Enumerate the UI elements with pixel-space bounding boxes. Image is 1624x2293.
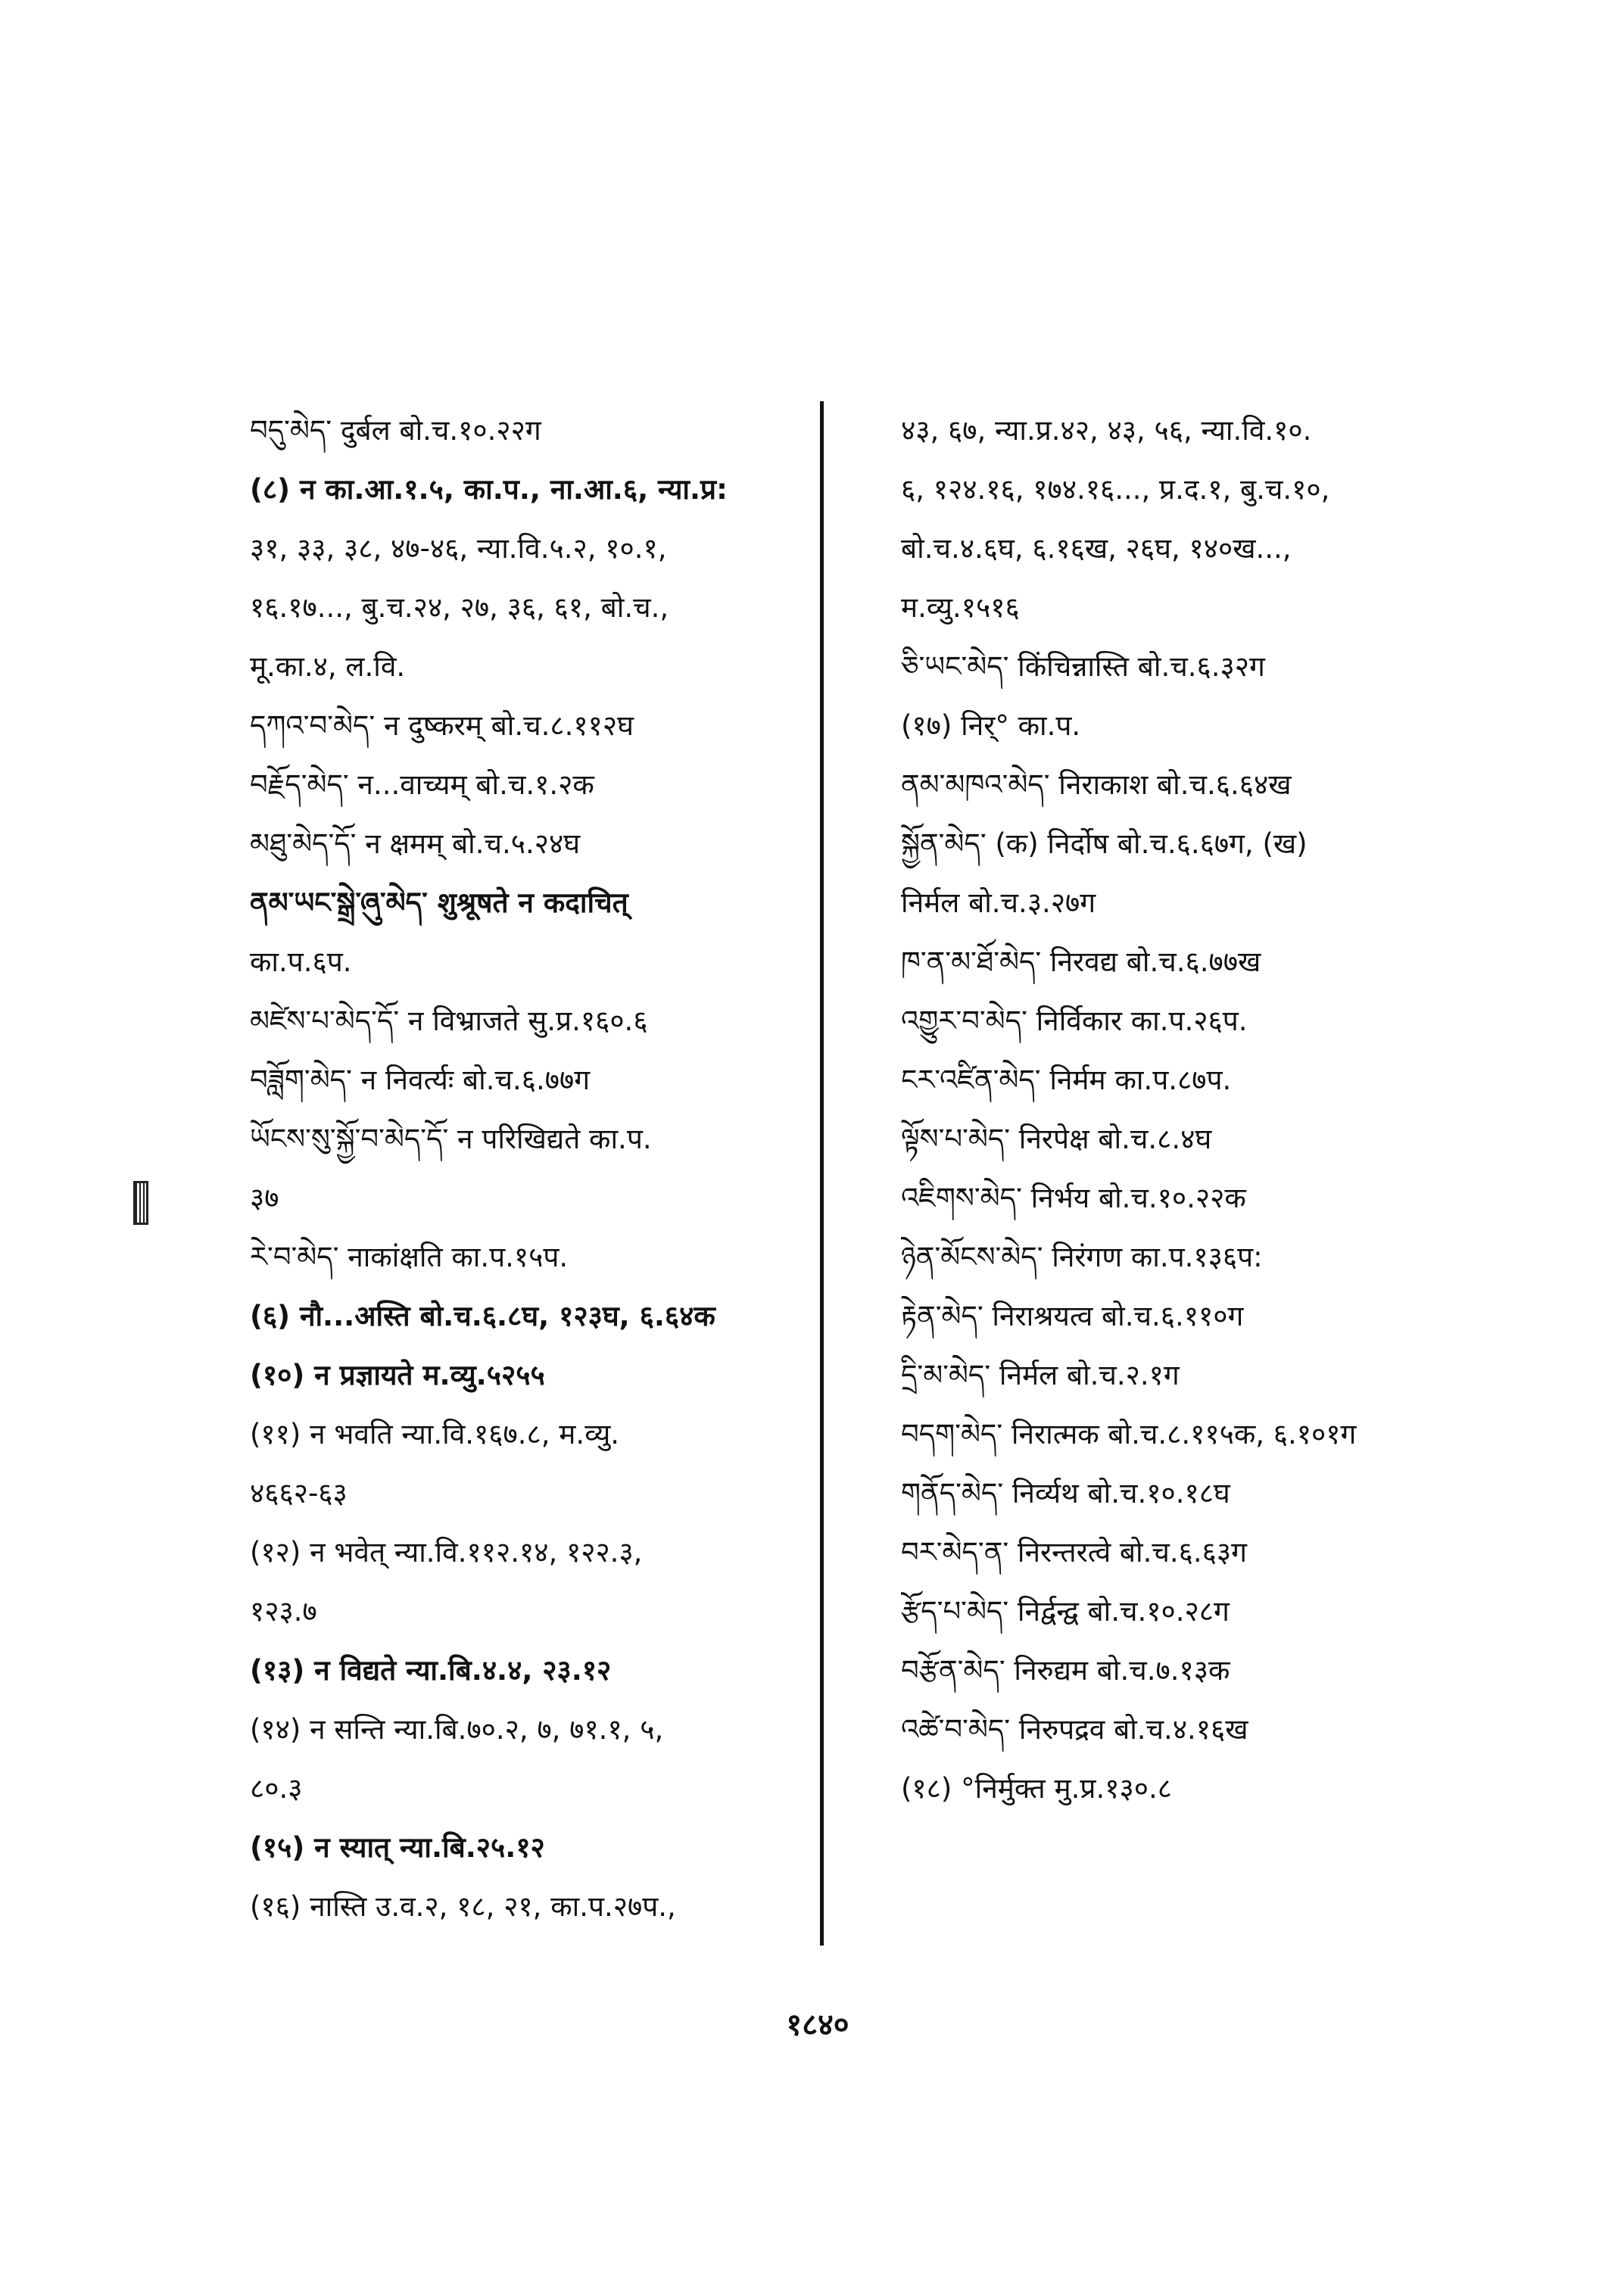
entry-line: ཅི་ཡང་མེད་ किंचिन्नास्ति बो.च.६.३२ग	[901, 650, 1265, 683]
entry-line: མཐུ་མེད་དོ་ न क्षमम् बो.च.५.२४घ	[250, 827, 581, 860]
entry-line: ४३, ६७, न्या.प्र.४२, ४३, ५६, न्या.वि.१०.	[901, 414, 1312, 447]
entry-line: (१२) न भवेत् न्या.वि.११२.१४, १२२.३,	[250, 1536, 643, 1569]
entry-line: སྐྱོན་མེད་ (क) निर्दोष बो.च.६.६७ग, (ख)	[901, 827, 1308, 860]
entry-line: निर्मल बो.च.३.२७ग	[901, 886, 1096, 919]
entry-line: मू.का.४, ल.वि.	[250, 650, 406, 683]
page-number: १८४०	[786, 2008, 849, 2042]
entry-line: ཉེན་མོངས་མེད་ निरंगण का.प.१३६प:	[901, 1241, 1263, 1273]
entry-line: का.प.६प.	[250, 946, 352, 978]
entry-line: བརྗོད་མེད་ न...वाच्यम् बो.च.१.२क	[250, 768, 594, 801]
entry-line: ३७	[250, 1182, 279, 1214]
entry-line: (१०) न प्रज्ञायते म.व्यु.५२५५	[250, 1359, 545, 1391]
entry-line: (६) नौ...अस्ति बो.च.६.८घ, १२३घ, ६.६४क	[250, 1300, 715, 1332]
entry-line: རྟེན་མེད་ निराश्रयत्व बो.च.६.११०ग	[901, 1300, 1244, 1332]
entry-line: ८०.३	[250, 1772, 303, 1805]
entry-line: ४६६२-६३	[250, 1477, 348, 1509]
entry-line: ཁ་ན་མ་ཐོ་མེད་ निरवद्य बो.च.६.७७ख	[901, 946, 1261, 978]
entry-line: बो.च.४.६घ, ६.१६ख, २६घ, १४०ख...,	[901, 532, 1292, 565]
entry-line: མཛེས་པ་མེད་དོ་ न विभ्राजते सु.प्र.१६०.६	[250, 1005, 648, 1037]
margin-mark-icon	[133, 1181, 148, 1225]
entry-line: ६, १२४.१६, १७४.१६..., प्र.द.१, बु.च.१०,	[901, 473, 1330, 506]
entry-line: རྩོད་པ་མེད་ निर्द्वन्द्व बो.च.१०.२८ग	[901, 1595, 1230, 1628]
entry-line: ལྟོས་པ་མེད་ निरपेक्ष बो.च.८.४घ	[901, 1123, 1212, 1155]
entry-line: ངར་འཛིན་མེད་ निर्मम का.प.८७प.	[901, 1064, 1232, 1096]
entry-line: བཟློག་མེད་ न निवर्त्यः बो.च.६.७७ग	[250, 1064, 591, 1096]
entry-line: བརྩོན་མེད་ निरुद्यम बो.च.७.१३क	[901, 1654, 1230, 1687]
entry-line: བདག་མེད་ निरात्मक बो.च.८.११५क, ६.१०१ग	[901, 1418, 1357, 1450]
entry-line: (१४) न सन्ति न्या.बि.७०.२, ७, ७१.१, ५,	[250, 1713, 664, 1746]
entry-line: དྲི་མ་མེད་ निर्मल बो.च.२.१ग	[901, 1359, 1180, 1391]
entry-line: (१५) न स्यात् न्या.बि.२५.१२	[250, 1831, 545, 1864]
entry-line: ནམ་ཡང་སྒྲེ་ཞུ་མེད་ शुश्रूषते न कदाचित्	[250, 886, 628, 919]
entry-line: བར་མེད་ན་ निरन्तरत्वे बो.च.६.६३ग	[901, 1536, 1247, 1569]
entry-line: (१३) न विद्यते न्या.बि.४.४, २३.१२	[250, 1654, 612, 1687]
entry-line: འཇིགས་མེད་ निर्भय बो.च.१०.२२क	[901, 1182, 1246, 1214]
entry-line: (१६) नास्ति उ.व.२, १८, २१, का.प.२७प.,	[250, 1890, 676, 1923]
entry-line: (१७) निर्° का.प.	[901, 709, 1081, 742]
entry-line: ३१, ३३, ३८, ४७-४६, न्या.वि.५.२, १०.१,	[250, 532, 667, 565]
entry-line: म.व्यु.१५१६	[901, 591, 1020, 624]
entry-line: १२३.७	[250, 1595, 317, 1628]
entry-line: (८) न का.आ.१.५, का.प., ना.आ.६, न्या.प्र:	[250, 473, 728, 506]
entry-line: གནོད་མེད་ निर्व्यथ बो.च.१०.१८घ	[901, 1477, 1230, 1509]
right-column	[901, 401, 1499, 1818]
entry-line: དཀའ་བ་མེད་ न दुष्करम् बो.च.८.११२घ	[250, 709, 634, 742]
entry-line: རེ་བ་མེད་ नाकांक्षति का.प.१५प.	[250, 1241, 569, 1273]
entry-line: ཡོངས་སུ་སྐྱོ་བ་མེད་དོ་ न परिखिद्यते का.प.	[250, 1123, 652, 1155]
left-column	[250, 401, 810, 1936]
entry-line: १६.१७..., बु.च.२४, २७, ३६, ६१, बो.च.,	[250, 591, 669, 624]
entry-line: ནམ་མཁའ་མེད་ निराकाश बो.च.६.६४ख	[901, 768, 1292, 801]
entry-line: འཚེ་བ་མེད་ निरुपद्रव बो.च.४.१६ख	[901, 1713, 1248, 1746]
column-divider	[820, 401, 824, 1946]
entry-line: འགྱུར་བ་མེད་ निर्विकार का.प.२६प.	[901, 1005, 1248, 1037]
entry-line: (१८) °निर्मुक्त मु.प्र.१३०.८	[901, 1772, 1172, 1805]
entry-line: བདུ་མེད་ दुर्बल बो.च.१०.२२ग	[250, 414, 541, 447]
entry-line: (११) न भवति न्या.वि.१६७.८, म.व्यु.	[250, 1418, 620, 1450]
